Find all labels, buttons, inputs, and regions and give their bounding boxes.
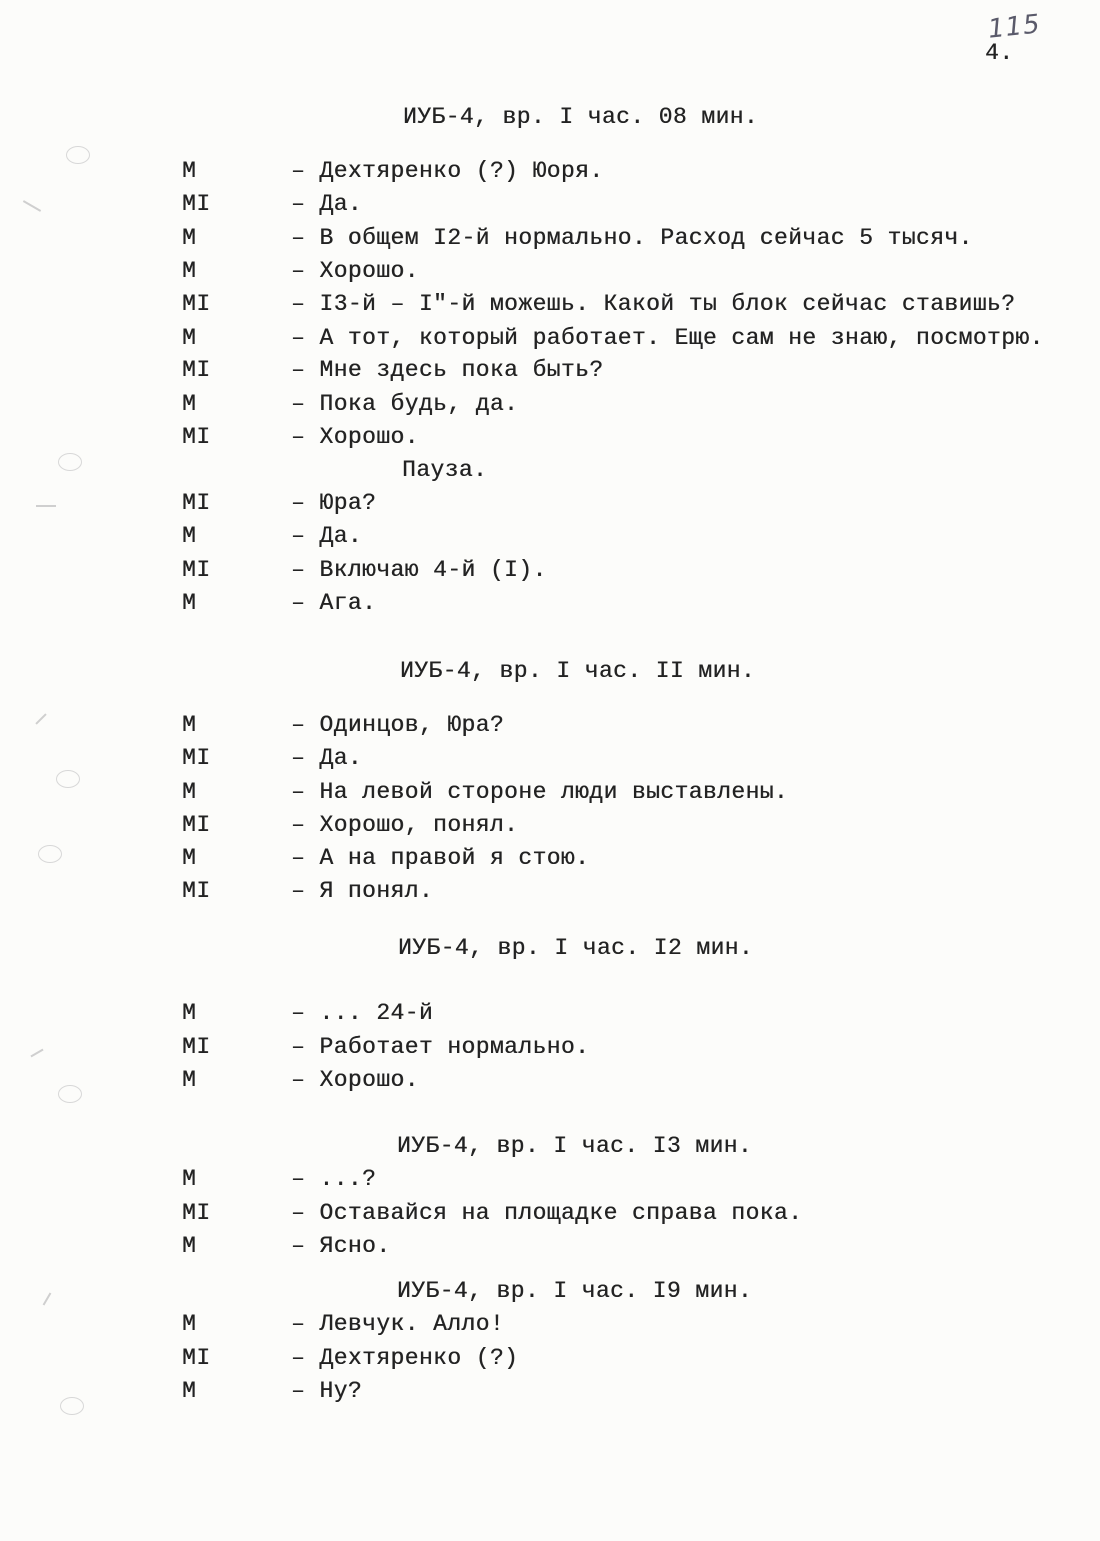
dialogue-line: – Да. [291, 745, 363, 771]
dialogue-line: – А на правой я стою. [291, 845, 590, 871]
dialogue-line: – Ага. [291, 590, 377, 616]
speaker-label: М [182, 158, 197, 184]
dialogue-line: – Дехтяренко (?) [291, 1345, 519, 1371]
dialogue-line: – Хорошо, понял. [291, 812, 519, 838]
dialogue-line: – А тот, который работает. Еще сам не знаю, посмотрю. [291, 325, 1044, 351]
dialogue-line: – Я понял. [291, 878, 434, 904]
punch-hole [58, 1085, 82, 1103]
dialogue-line: – На левой стороне люди выставлены. [291, 779, 789, 805]
speaker-label: М [182, 1311, 197, 1337]
dialogue-line: – Ну? [291, 1378, 363, 1404]
punch-hole [66, 146, 90, 164]
dialogue-line: – Работает нормально. [291, 1034, 590, 1060]
dialogue-line: – Левчук. Алло! [291, 1311, 505, 1337]
speaker-label: МI [182, 291, 211, 317]
speaker-label: М [182, 1166, 197, 1192]
section-header: ИУБ-4, вр. I час. I3 мин. [397, 1133, 753, 1159]
speaker-label: М [182, 845, 197, 871]
dialogue-line: – I3-й – I"-й можешь. Какой ты блок сейчас ставишь? [291, 291, 1016, 317]
speaker-label: М [182, 1067, 197, 1093]
speaker-label: МI [182, 745, 211, 771]
punch-hole [60, 1397, 84, 1415]
section-header: ИУБ-4, вр. I час. II мин. [400, 658, 756, 684]
section-header: ИУБ-4, вр. I час. 08 мин. [403, 104, 759, 130]
dialogue-line: – Включаю 4-й (I). [291, 557, 547, 583]
margin-mark [30, 1049, 43, 1058]
dialogue-line: – Хорошо. [291, 1067, 419, 1093]
speaker-label: МI [182, 357, 211, 383]
margin-mark [35, 713, 46, 724]
dialogue-line: – ...? [291, 1166, 377, 1192]
section-header: ИУБ-4, вр. I час. I9 мин. [397, 1278, 753, 1304]
dialogue-line: – В общем I2-й нормально. Расход сейчас 5 тысяч. [291, 225, 973, 251]
punch-hole [58, 453, 82, 471]
speaker-label: М [182, 1233, 197, 1259]
dialogue-line: – Ясно. [291, 1233, 391, 1259]
speaker-label: М [182, 1000, 197, 1026]
speaker-label: М [182, 1378, 197, 1404]
pause-note: Пауза. [402, 457, 488, 483]
margin-mark [23, 200, 41, 212]
speaker-label: МI [182, 812, 211, 838]
speaker-label: МI [182, 1200, 211, 1226]
speaker-label: МI [182, 557, 211, 583]
dialogue-line: – Да. [291, 523, 363, 549]
dialogue-line: – Одинцов, Юра? [291, 712, 505, 738]
speaker-label: М [182, 712, 197, 738]
dialogue-line: – Оставайся на площадке справа пока. [291, 1200, 803, 1226]
speaker-label: М [182, 325, 197, 351]
margin-mark [36, 505, 56, 507]
speaker-label: МI [182, 1345, 211, 1371]
speaker-label: МI [182, 191, 211, 217]
speaker-label: МI [182, 424, 211, 450]
punch-hole [56, 770, 80, 788]
speaker-label: МI [182, 1034, 211, 1060]
dialogue-line: – Пока будь, да. [291, 391, 519, 417]
speaker-label: МI [182, 490, 211, 516]
dialogue-line: – Мне здесь пока быть? [291, 357, 604, 383]
section-header: ИУБ-4, вр. I час. I2 мин. [398, 935, 754, 961]
speaker-label: М [182, 523, 197, 549]
handwritten-archive-number: 115 [986, 9, 1043, 45]
dialogue-line: – Хорошо. [291, 424, 419, 450]
dialogue-line: – Да. [291, 191, 363, 217]
dialogue-line: – Юра? [291, 490, 377, 516]
speaker-label: М [182, 779, 197, 805]
page-number: 4. [985, 40, 1014, 66]
dialogue-line: – ... 24-й [291, 1000, 434, 1026]
speaker-label: МI [182, 878, 211, 904]
margin-mark [43, 1292, 52, 1305]
speaker-label: М [182, 590, 197, 616]
dialogue-line: – Хорошо. [291, 258, 419, 284]
speaker-label: М [182, 391, 197, 417]
speaker-label: М [182, 258, 197, 284]
dialogue-line: – Дехтяренко (?) Юоря. [291, 158, 604, 184]
speaker-label: М [182, 225, 197, 251]
punch-hole [38, 845, 62, 863]
